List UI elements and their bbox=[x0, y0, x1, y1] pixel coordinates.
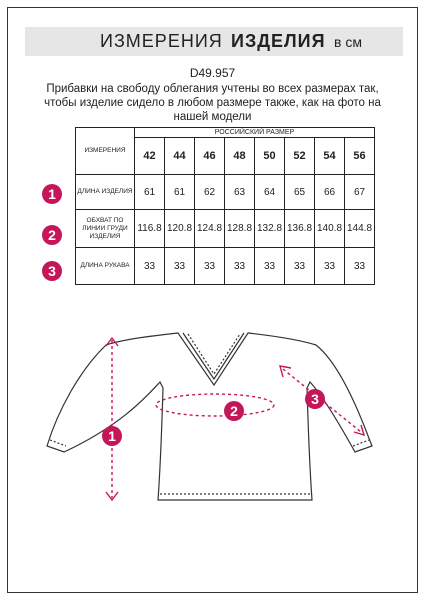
value-cell: 132.8 bbox=[255, 210, 285, 248]
value-cell: 62 bbox=[195, 175, 225, 210]
marker-2-label: 2 bbox=[230, 403, 238, 419]
value-cell: 33 bbox=[165, 248, 195, 285]
value-cell: 33 bbox=[195, 248, 225, 285]
size-cell: 46 bbox=[195, 138, 225, 175]
header-title-main: ИЗМЕРЕНИЯ bbox=[100, 31, 223, 51]
size-cell: 56 bbox=[345, 138, 375, 175]
size-cell: 48 bbox=[225, 138, 255, 175]
value-cell: 124.8 bbox=[195, 210, 225, 248]
size-cell: 54 bbox=[315, 138, 345, 175]
value-cell: 116.8 bbox=[135, 210, 165, 248]
value-cell: 61 bbox=[165, 175, 195, 210]
value-cell: 128.8 bbox=[225, 210, 255, 248]
value-cell: 65 bbox=[285, 175, 315, 210]
row-number-badge: 3 bbox=[42, 261, 62, 281]
value-cell: 120.8 bbox=[165, 210, 195, 248]
corner-label: ИЗМЕРЕНИЯ bbox=[76, 128, 135, 175]
group-header: РОССИЙСКИЙ РАЗМЕР bbox=[135, 128, 375, 138]
value-cell: 64 bbox=[255, 175, 285, 210]
value-cell: 136.8 bbox=[285, 210, 315, 248]
measure-length-line bbox=[106, 338, 118, 500]
value-cell: 33 bbox=[315, 248, 345, 285]
value-cell: 33 bbox=[255, 248, 285, 285]
measure-chest-ellipse bbox=[156, 394, 274, 416]
value-cell: 144.8 bbox=[345, 210, 375, 248]
size-cell: 52 bbox=[285, 138, 315, 175]
header-unit: в см bbox=[334, 34, 362, 50]
value-cell: 63 bbox=[225, 175, 255, 210]
row-label: ДЛИНА ИЗДЕЛИЯ bbox=[76, 175, 135, 210]
value-cell: 66 bbox=[315, 175, 345, 210]
fit-note: Прибавки на свободу облегания учтены во всех размерах так, чтобы изделие сидело в любом размере также, как на фото на нашей модели bbox=[44, 83, 381, 123]
header-title-bold: ИЗДЕЛИЯ bbox=[231, 31, 326, 51]
value-cell: 140.8 bbox=[315, 210, 345, 248]
marker-1-label: 1 bbox=[108, 428, 116, 444]
value-cell: 33 bbox=[225, 248, 255, 285]
row-label: ОБХВАТ ПО ЛИНИИ ГРУДИ ИЗДЕЛИЯ bbox=[76, 210, 135, 248]
value-cell: 67 bbox=[345, 175, 375, 210]
size-cell: 42 bbox=[135, 138, 165, 175]
article-code: D49.957 bbox=[189, 66, 236, 80]
value-cell: 33 bbox=[345, 248, 375, 285]
row-label: ДЛИНА РУКАВА bbox=[76, 248, 135, 285]
row-number-badge: 2 bbox=[42, 225, 62, 245]
size-cell: 44 bbox=[165, 138, 195, 175]
size-cell: 50 bbox=[255, 138, 285, 175]
value-cell: 61 bbox=[135, 175, 165, 210]
value-cell: 33 bbox=[285, 248, 315, 285]
value-cell: 33 bbox=[135, 248, 165, 285]
marker-3-label: 3 bbox=[311, 391, 319, 407]
row-number-badge: 1 bbox=[42, 184, 62, 204]
